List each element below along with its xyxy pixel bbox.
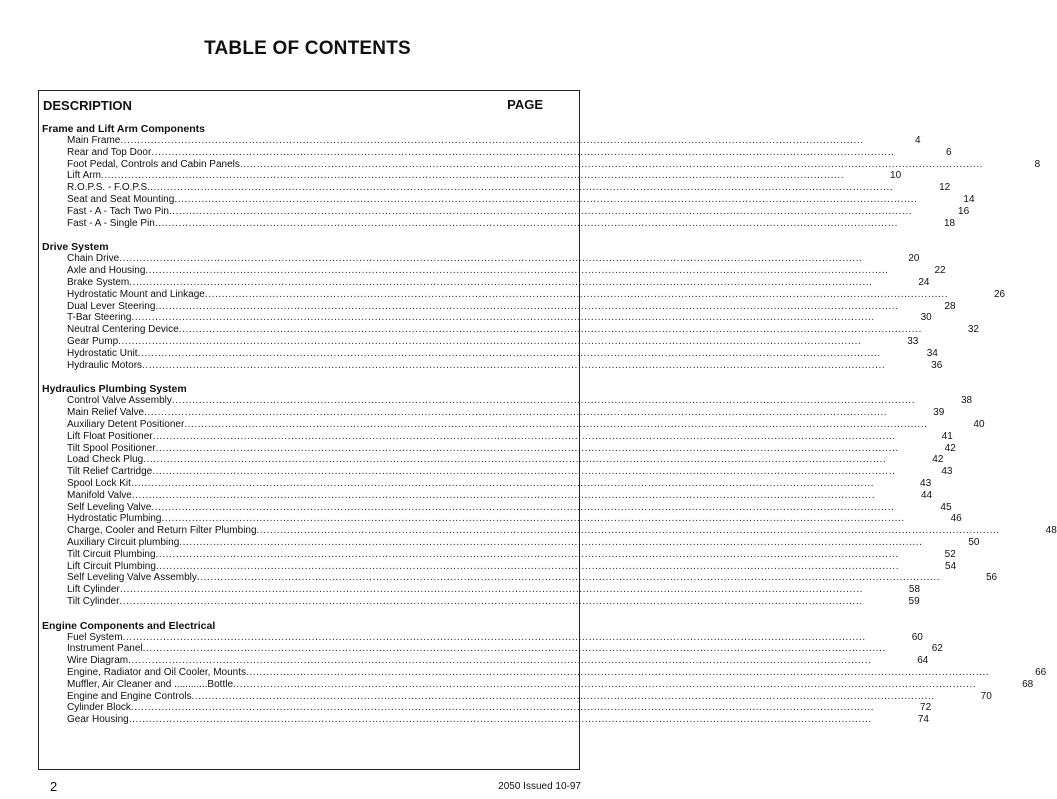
dot-leader: ............................................................................................................................................................................................................................ <box>122 631 866 643</box>
entry-label: Instrument Panel <box>67 643 143 655</box>
dot-leader: ............................................................................................................................................................................................................................ <box>142 359 886 371</box>
entry-label: Self Leveling Valve Assembly <box>67 572 197 584</box>
toc-entry <box>39 300 956 313</box>
entry-label: Rear and Top Door <box>67 146 152 158</box>
toc-entry <box>39 477 932 490</box>
dot-leader: ............................................................................................................................................................................................................................ <box>151 501 895 513</box>
toc-entry <box>39 560 957 573</box>
dot-leader: ............................................................................................................................................................................................................................ <box>155 300 899 312</box>
entry-label: Cylinder Block <box>67 702 131 714</box>
toc-entry <box>39 418 985 431</box>
entry-page-number: 33 <box>907 335 919 347</box>
entry-label: Hydrostatic Unit <box>67 347 138 359</box>
entry-label: Fast - A - Tach Two Pin <box>67 205 169 217</box>
entry-page-number: 43 <box>941 466 953 478</box>
entry-page-number: 38 <box>960 395 973 407</box>
dot-leader: ............................................................................................................................................................................................................................ <box>130 702 875 714</box>
entry-page-number: 48 <box>1045 525 1057 537</box>
entry-label: Axle and Housing <box>67 265 146 277</box>
toc-entry <box>39 643 943 655</box>
toc-section <box>39 383 1057 607</box>
entry-label: Gear Pump <box>67 335 119 347</box>
description-header: DESCRIPTION <box>43 98 132 113</box>
dot-leader: ............................................................................................................................................................................................................................ <box>174 193 918 205</box>
toc-section <box>39 123 1041 229</box>
entry-label: Load Check Plug <box>67 454 144 466</box>
entry-page-number: 32 <box>967 324 979 336</box>
dot-leader: ............................................................................................................................................................................................................................ <box>131 489 876 501</box>
dot-leader: ............................................................................................................................................................................................................................ <box>119 584 864 596</box>
dot-leader: ............................................................................................................................................................................................................................ <box>144 407 888 419</box>
entry-label: Seat and Seat Mounting <box>67 193 175 205</box>
section-title: Drive System <box>42 241 109 254</box>
toc-entry <box>39 525 1057 537</box>
entry-page-number: 52 <box>944 548 956 560</box>
dot-leader: ............................................................................................................................................................................................................................ <box>155 442 899 454</box>
toc-entry <box>39 288 1006 301</box>
toc-entry <box>39 407 945 419</box>
entry-label: Charge, Cooler and Return Filter Plumbing <box>67 525 257 537</box>
dot-leader: ............................................................................................................................................................................................................................ <box>100 170 845 182</box>
entry-page-number: 36 <box>931 359 943 371</box>
toc-entry <box>39 631 923 644</box>
entry-page-number: 28 <box>944 300 956 312</box>
entry-label: Control Valve Assembly <box>67 395 172 407</box>
entry-label: Fuel System <box>67 631 123 643</box>
toc-entry <box>39 276 930 289</box>
entry-label: Tilt Spool Positioner <box>67 442 156 454</box>
entry-page-number: 59 <box>908 595 920 607</box>
toc-entry <box>39 182 951 194</box>
entry-page-number: 42 <box>944 442 956 454</box>
dot-leader: ............................................................................................................................................................................................................................ <box>239 158 984 170</box>
dot-leader: ............................................................................................................................................................................................................................ <box>152 466 896 478</box>
toc-entry <box>39 217 956 230</box>
entry-page-number: 41 <box>941 430 953 442</box>
dot-leader: ............................................................................................................................................................................................................................ <box>118 335 862 347</box>
toc-entry <box>39 702 932 714</box>
toc-entry <box>39 395 973 407</box>
entry-label: Lift Float Positioner <box>67 430 153 442</box>
entry-page-number: 46 <box>950 513 962 525</box>
entry-page-number: 20 <box>908 253 920 265</box>
entry-label: Tilt Cylinder <box>67 595 120 607</box>
entry-label: Chain Drive <box>67 253 120 265</box>
entry-page-number: 24 <box>918 276 930 288</box>
dot-leader: ............................................................................................................................................................................................................................ <box>161 513 905 525</box>
entry-label: Tilt Relief Cartridge <box>67 466 153 478</box>
entry-label: Hydrostatic Mount and Linkage <box>67 288 205 300</box>
toc-entry <box>39 489 933 502</box>
entry-label: Auxiliary Detent Positioner <box>67 418 185 430</box>
toc-entry <box>39 513 962 525</box>
dot-leader: ............................................................................................................................................................................................................................ <box>142 643 886 655</box>
entry-label: Engine, Radiator and Oil Cooler, Mounts <box>67 667 246 679</box>
dot-leader: ............................................................................................................................................................................................................................ <box>130 477 875 489</box>
toc-entry <box>39 312 932 324</box>
entry-page-number: 4 <box>915 135 921 146</box>
footer-page-number: 2 <box>50 779 58 794</box>
dot-leader: ............................................................................................................................................................................................................................ <box>143 454 887 466</box>
toc-entry <box>39 501 952 514</box>
toc-entry <box>39 678 1034 691</box>
entry-label: Fast - A - Single Pin <box>67 217 155 229</box>
toc-entry <box>39 466 953 478</box>
dot-leader: ............................................................................................................................................................................................................................ <box>171 395 916 407</box>
entry-page-number: 74 <box>917 714 929 726</box>
toc-entry <box>39 430 953 443</box>
dot-leader: ............................................................................................................................................................................................................................ <box>179 536 923 548</box>
page-header: PAGE <box>507 97 543 112</box>
toc-frame <box>38 90 1057 770</box>
entry-label: Dual Lever Steering <box>67 300 156 312</box>
dot-leader: ............................................................................................................................................................................................................................ <box>145 265 889 277</box>
dot-leader: ............................................................................................................................................................................................................................ <box>178 324 922 336</box>
entry-page-number: 68 <box>1022 678 1034 690</box>
dot-leader: ............................................................................................................................................................................................................................ <box>154 217 899 229</box>
toc-entry <box>39 253 920 265</box>
dot-leader: ............................................................................................................................................................................................................................ <box>128 714 872 726</box>
entry-label: Lift Arm <box>67 170 101 182</box>
entry-page-number: 6 <box>945 146 952 158</box>
entry-page-number: 70 <box>980 690 992 702</box>
entry-label: R.O.P.S. - F.O.P.S. <box>67 182 150 194</box>
toc-entry <box>39 193 975 206</box>
toc-entry <box>39 170 902 182</box>
toc-entry <box>39 324 979 336</box>
dot-leader: ............................................................................................................................................................................................................................ <box>155 548 899 560</box>
entry-page-number: 39 <box>933 407 945 419</box>
footer-issue: 2050 Issued 10-97 <box>498 781 581 792</box>
entry-label: Neutral Centering Device <box>67 324 179 336</box>
entry-page-number: 14 <box>963 193 975 205</box>
entry-page-number: 72 <box>920 702 932 714</box>
entry-label: Muffler, Air Cleaner and ............Bottle <box>67 678 234 690</box>
toc-entry <box>39 442 956 455</box>
entry-page-number: 26 <box>993 288 1006 300</box>
toc-entry <box>39 146 952 159</box>
entry-page-number: 34 <box>926 347 938 359</box>
dot-leader: ............................................................................................................................................................................................................................ <box>120 135 864 146</box>
entry-page-number: 66 <box>1035 667 1047 679</box>
dot-leader: ............................................................................................................................................................................................................................ <box>119 595 863 607</box>
entry-page-number: 16 <box>958 205 970 217</box>
entry-label: Hydraulic Motors <box>67 359 143 371</box>
toc-entry <box>39 584 921 596</box>
entry-label: Lift Cylinder <box>67 584 120 596</box>
toc-entry <box>39 335 919 348</box>
dot-leader: ............................................................................................................................................................................................................................ <box>191 690 935 702</box>
entry-page-number: 10 <box>890 170 902 182</box>
entry-label: Self Leveling Valve <box>67 501 152 513</box>
entry-label: Engine and Engine Controls <box>67 690 192 702</box>
entry-label: T-Bar Steering <box>67 312 132 324</box>
entry-label: Spool Lock Kit <box>67 477 131 489</box>
entry-page-number: 45 <box>940 501 952 513</box>
toc-section <box>39 241 1006 371</box>
toc-entry <box>39 595 920 608</box>
entry-label: Tilt Circuit Plumbing <box>67 548 156 560</box>
dot-leader: ............................................................................................................................................................................................................................ <box>129 276 873 288</box>
toc-entry <box>39 536 980 549</box>
entry-page-number: 8 <box>1034 158 1041 170</box>
toc-list <box>39 123 1057 738</box>
entry-page-number: 50 <box>968 536 980 548</box>
entry-page-number: 60 <box>911 631 923 643</box>
entry-page-number: 62 <box>931 643 943 655</box>
toc-entry <box>39 454 944 466</box>
dot-leader: ............................................................................................................................................................................................................................ <box>131 312 875 324</box>
toc-entry <box>39 714 929 726</box>
dot-leader: ............................................................................................................................................................................................................................ <box>152 430 896 442</box>
entry-page-number: 42 <box>932 454 944 466</box>
entry-page-number: 43 <box>920 477 932 489</box>
dot-leader: ............................................................................................................................................................................................................................ <box>137 347 881 359</box>
entry-page-number: 18 <box>943 217 956 229</box>
dot-leader: ............................................................................................................................................................................................................................ <box>256 525 1000 537</box>
dot-leader: ............................................................................................................................................................................................................................ <box>246 667 990 679</box>
toc-entry <box>39 655 929 667</box>
dot-leader: ............................................................................................................................................................................................................................ <box>128 655 872 667</box>
dot-leader: ............................................................................................................................................................................................................................ <box>196 572 941 584</box>
dot-leader: ............................................................................................................................................................................................................................ <box>151 146 895 158</box>
entry-page-number: 44 <box>920 489 933 501</box>
entry-label: Main Relief Valve <box>67 407 145 419</box>
entry-page-number: 64 <box>917 655 929 667</box>
entry-label: Brake System <box>67 276 130 288</box>
toc-entry <box>39 690 992 703</box>
toc-entry <box>39 548 956 561</box>
entry-label: Main Frame <box>67 135 121 146</box>
entry-label: Wire Diagram <box>67 655 129 667</box>
entry-label: Hydrostatic Plumbing <box>67 513 162 525</box>
toc-entry <box>39 158 1041 171</box>
page-title: TABLE OF CONTENTS <box>204 38 411 59</box>
entry-label: Auxiliary Circuit plumbing <box>67 536 180 548</box>
entry-label: Foot Pedal, Controls and Cabin Panels <box>67 158 240 170</box>
entry-label: Gear Housing <box>67 714 129 726</box>
dot-leader: ............................................................................................................................................................................................................................ <box>119 253 863 265</box>
dot-leader: ............................................................................................................................................................................................................................ <box>155 560 900 572</box>
dot-leader: ............................................................................................................................................................................................................................ <box>184 418 928 430</box>
entry-page-number: 30 <box>920 312 932 324</box>
toc-entry <box>39 359 943 372</box>
toc-entry <box>39 205 970 218</box>
section-title: Engine Components and Electrical <box>42 619 216 632</box>
dot-leader: ............................................................................................................................................................................................................................ <box>150 182 894 194</box>
toc-entry <box>39 347 938 360</box>
dot-leader: ............................................................................................................................................................................................................................ <box>204 288 949 300</box>
entry-page-number: 58 <box>908 584 921 596</box>
toc-entry <box>39 265 946 277</box>
toc-entry <box>39 667 1047 679</box>
toc-section <box>39 619 1047 726</box>
dot-leader: ............................................................................................................................................................................................................................ <box>233 678 977 690</box>
toc-entry <box>39 572 998 584</box>
entry-page-number: 12 <box>939 182 951 194</box>
entry-page-number: 40 <box>973 418 985 430</box>
section-title: Hydraulics Plumbing System <box>42 383 187 396</box>
entry-page-number: 56 <box>986 572 998 584</box>
entry-label: Manifold Valve <box>67 489 132 501</box>
entry-label: Lift Circuit Plumbing <box>67 560 156 572</box>
dot-leader: ............................................................................................................................................................................................................................ <box>168 205 913 217</box>
section-title: Frame and Lift Arm Components <box>42 123 205 135</box>
entry-page-number: 22 <box>934 265 946 277</box>
entry-page-number: 54 <box>945 560 957 572</box>
toc-entry <box>39 135 921 147</box>
